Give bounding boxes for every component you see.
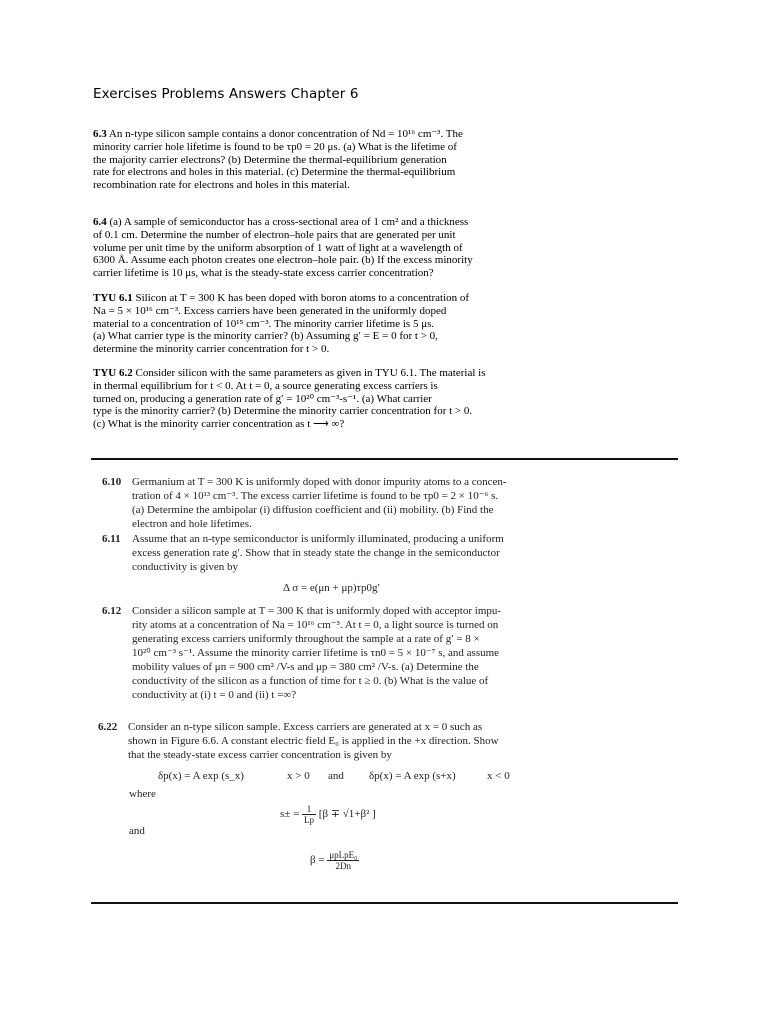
s-plus-minus-equation xyxy=(280,804,376,825)
tyu-6-2-line-2: in thermal equilibrium for t < 0. At t = 0, a source generating excess carriers is xyxy=(93,379,438,392)
problem-6-3-line-3: the majority carrier electrons? (b) Determine the thermal-equilibrium generation xyxy=(93,153,447,166)
equation-and: and xyxy=(328,770,344,782)
problem-6-12-line-3: generating excess carriers uniformly throughout the sample at a rate of g′ = 8 × xyxy=(132,633,480,645)
tyu-6-2-line-5: (c) What is the minority carrier concentration as t ⟶ ∞? xyxy=(93,418,345,431)
problem-6-4-label: 6.4 xyxy=(93,216,107,228)
problem-6-22 xyxy=(98,720,548,764)
problem-6-12-line-6: conductivity of the silicon as a function of time for t ≥ 0. (b) What is the value of xyxy=(132,675,489,687)
problem-6-12-text xyxy=(132,604,552,702)
conductivity-equation: Δ σ = e(μn + μp)τp0g′ xyxy=(283,582,380,594)
and-label: and xyxy=(129,825,145,837)
problem-6-3-line-1: 6.3 An n-type silicon sample contains a donor concentration of Nd = 10¹⁶ cm⁻³. The xyxy=(93,128,463,140)
problem-6-11-line-2: excess generation rate g′. Show that in steady state the change in the semiconductor xyxy=(132,547,500,559)
problem-6-22-label: 6.22 xyxy=(98,721,118,733)
tyu-6-1-line-1: TYU 6.1 Silicon at T = 300 K has been doped with boron atoms to a concentration of xyxy=(93,292,470,304)
tyu-6-2-line-4: type is the minority carrier? (b) Determine the minority carrier concentration for t > 0. xyxy=(93,405,473,418)
tyu-6-1 xyxy=(93,292,533,356)
problem-6-3 xyxy=(93,128,533,192)
problem-6-10-label: 6.10 xyxy=(102,476,122,488)
s-fraction xyxy=(302,804,316,825)
beta-fraction-denominator: 2Dn xyxy=(335,861,352,871)
problem-6-4-line-2: of 0.1 cm. Determine the number of electron–hole pairs that are generated per unit xyxy=(93,228,456,241)
s-fraction-numerator: 1 xyxy=(302,804,316,815)
problem-6-12-line-7: conductivity at (i) t = 0 and (ii) t =∞? xyxy=(132,689,297,701)
problem-6-10-line-2: tration of 4 × 10¹³ cm⁻³. The excess carrier lifetime is found to be τp0 = 2 × 10⁻⁶ s. xyxy=(132,490,499,502)
beta-equation xyxy=(310,850,359,871)
problem-6-10-line-1: Germanium at T = 300 K is uniformly doped with donor impurity atoms to a concen- xyxy=(132,476,507,488)
s-fraction-denominator: Lp xyxy=(304,815,315,825)
problem-6-3-line-5: recombination rate for electrons and holes in this material. xyxy=(93,179,350,192)
problem-6-10-text xyxy=(132,475,552,531)
section-divider-bottom xyxy=(91,902,678,904)
s-body: [β ∓ √1+β² ] xyxy=(318,808,376,821)
problem-6-11-line-3: conductivity is given by xyxy=(132,561,239,573)
s-lhs: s± = xyxy=(280,808,300,821)
beta-lhs: β = xyxy=(310,854,325,867)
problem-6-12-line-4: 10²⁰ cm⁻³ s⁻¹. Assume the minority carrier lifetime is τn0 = 5 × 10⁻⁷ s, and assume xyxy=(132,647,500,659)
tyu-6-1-line-3: material to a concentration of 10¹⁵ cm⁻³. The minority carrier lifetime is 5 μs. xyxy=(93,317,435,330)
problem-6-4-line-4: 6300 Å. Assume each photon creates one electron–hole pair. (b) If the excess minority xyxy=(93,254,473,267)
tyu-6-2-line-1: TYU 6.2 Consider silicon with the same parameters as given in TYU 6.1. The material is xyxy=(93,367,486,379)
problem-6-4-line-5: carrier lifetime is 10 μs, what is the steady-state excess carrier concentration? xyxy=(93,267,434,280)
problem-6-11-label: 6.11 xyxy=(102,533,121,545)
problem-6-22-line-2: shown in Figure 6.6. A constant electric field E₀ is applied in the +x direction. Show xyxy=(128,735,499,747)
problem-6-3-line-2: minority carrier hole lifetime is found to be τp0 = 20 μs. (a) What is the lifetime of xyxy=(93,140,457,153)
problem-6-11-line-1: Assume that an n-type semiconductor is uniformly illuminated, producing a uniform xyxy=(132,533,504,545)
problem-6-22-text xyxy=(128,720,548,762)
problem-6-3-line-4: rate for electrons and holes in this material. (c) Determine the thermal-equilibrium xyxy=(93,166,456,179)
tyu-6-1-line-2: Na = 5 × 10¹⁶ cm⁻³. Excess carriers have been generated in the uniformly doped xyxy=(93,304,447,317)
equation-condition-negative: x < 0 xyxy=(487,770,510,782)
beta-fraction xyxy=(327,850,359,871)
tyu-6-2-label: TYU 6.2 xyxy=(93,367,133,379)
section-divider-top xyxy=(91,458,678,460)
tyu-6-1-line-4: (a) What carrier type is the minority carrier? (b) Assuming g′ = E = 0 for t > 0, xyxy=(93,330,438,343)
problem-6-12 xyxy=(102,604,552,704)
problem-6-11 xyxy=(102,532,552,576)
tyu-6-2-line-3: turned on, producing a generation rate of g′ = 10²⁰ cm⁻³-s⁻¹. (a) What carrier xyxy=(93,392,432,405)
equation-deltap-positive: δp(x) = A exp (s_x) xyxy=(158,770,244,782)
problem-6-10-line-3: (a) Determine the ambipolar (i) diffusion coefficient and (ii) mobility. (b) Find the xyxy=(132,504,494,516)
problem-6-22-line-3: that the steady-state excess carrier concentration is given by xyxy=(128,749,392,761)
where-label: where xyxy=(129,788,156,800)
problem-6-10-line-4: electron and hole lifetimes. xyxy=(132,518,252,530)
problem-6-12-line-5: mobility values of μn = 900 cm² /V-s and μp = 380 cm² /V-s. (a) Determine the xyxy=(132,661,479,673)
problem-6-4-line-1: 6.4 (a) A sample of semiconductor has a cross-sectional area of 1 cm² and a thickness xyxy=(93,216,469,228)
problem-6-22-line-1: Consider an n-type silicon sample. Excess carriers are generated at x = 0 such as xyxy=(128,721,483,733)
page-title: Exercises Problems Answers Chapter 6 xyxy=(93,86,359,102)
problem-6-12-line-2: rity atoms at a concentration of Na = 10¹⁶ cm⁻³. At t = 0, a light source is turned on xyxy=(132,619,499,631)
beta-fraction-numerator: μpLpE₀ xyxy=(329,850,358,860)
problem-6-12-label: 6.12 xyxy=(102,605,122,617)
equation-condition-positive: x > 0 xyxy=(287,770,310,782)
problem-6-10 xyxy=(102,475,552,535)
problem-6-12-line-1: Consider a silicon sample at T = 300 K that is uniformly doped with acceptor impu- xyxy=(132,605,502,617)
problem-6-4-line-3: volume per unit time by the uniform absorption of 1 watt of light at a wavelength of xyxy=(93,241,463,254)
tyu-6-1-label: TYU 6.1 xyxy=(93,292,133,304)
problem-6-3-label: 6.3 xyxy=(93,128,107,140)
problem-6-11-text xyxy=(132,532,552,574)
problem-6-4 xyxy=(93,216,533,280)
tyu-6-2 xyxy=(93,367,533,431)
equation-deltap-negative: δp(x) = A exp (s+x) xyxy=(369,770,456,782)
tyu-6-1-line-5: determine the minority carrier concentration for t > 0. xyxy=(93,343,330,356)
